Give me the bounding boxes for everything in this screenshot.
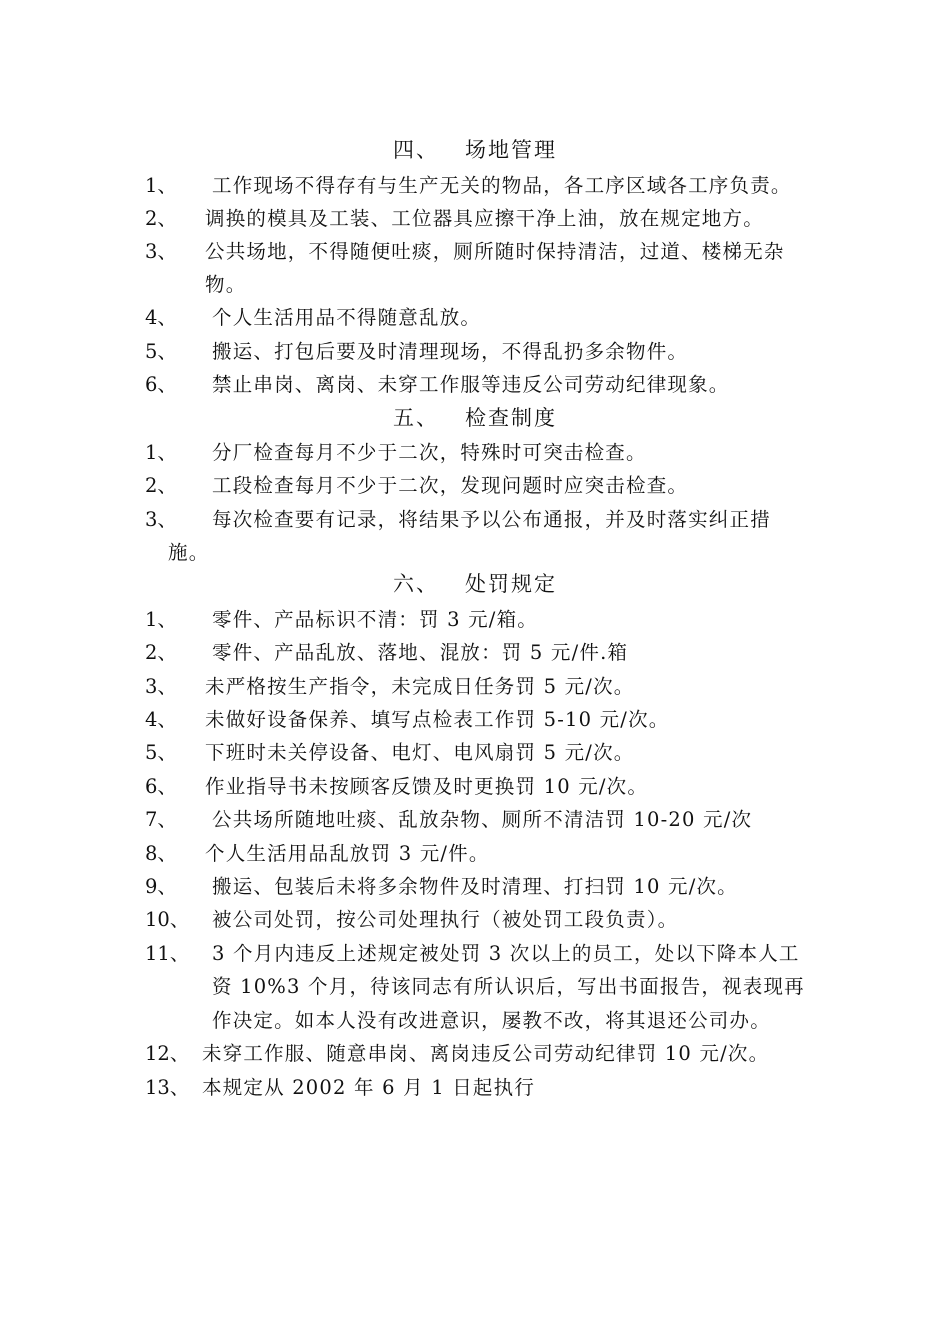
list-item-continuation xyxy=(0,1005,950,1039)
item-text: 个人生活用品乱放罚 3 元/件。 xyxy=(205,842,490,865)
item-text: 本规定从 2002 年 6 月 1 日起执行 xyxy=(202,1076,536,1099)
item-text: 每次检查要有记录，将结果予以公布通报，并及时落实纠正措 xyxy=(212,508,771,531)
list-item xyxy=(0,804,950,838)
item-text: 施。 xyxy=(168,541,210,564)
item-number: 5、 xyxy=(145,741,177,764)
section-number: 六、 xyxy=(393,572,439,596)
item-number: 5、 xyxy=(145,340,177,363)
item-text: 作业指导书未按顾客反馈及时更换罚 10 元/次。 xyxy=(205,775,649,798)
list-item xyxy=(0,470,950,504)
list-item xyxy=(0,838,950,872)
item-text: 资 10%3 个月，待该同志有所认识后，写出书面报告，视表现再 xyxy=(212,975,805,998)
section-number: 四、 xyxy=(393,138,439,162)
list-item xyxy=(0,604,950,638)
item-text: 零件、产品乱放、落地、混放：罚 5 元/件.箱 xyxy=(212,641,629,664)
list-item xyxy=(0,938,950,972)
item-number: 2、 xyxy=(145,207,177,230)
item-text: 工段检查每月不少于二次，发现问题时应突击检查。 xyxy=(212,474,689,497)
item-text: 3 个月内违反上述规定被处罚 3 次以上的员工，处以下降本人工 xyxy=(212,942,800,965)
section-title: 处罚规定 xyxy=(465,572,557,596)
list-item xyxy=(0,437,950,471)
item-text: 零件、产品标识不清：罚 3 元/箱。 xyxy=(212,608,538,631)
item-text: 调换的模具及工装、工位器具应擦干净上油，放在规定地方。 xyxy=(205,207,764,230)
section-title: 检查制度 xyxy=(465,406,557,430)
list-item xyxy=(0,236,950,270)
list-item xyxy=(0,1038,950,1072)
item-text: 未严格按生产指令，未完成日任务罚 5 元/次。 xyxy=(205,675,635,698)
section-heading-inspection-system xyxy=(0,402,950,432)
list-item xyxy=(0,704,950,738)
item-number: 3、 xyxy=(145,675,177,698)
item-number: 10、 xyxy=(145,908,190,931)
list-item xyxy=(0,637,950,671)
item-number: 6、 xyxy=(145,775,177,798)
list-item xyxy=(0,336,950,370)
item-number: 4、 xyxy=(145,306,177,329)
list-item xyxy=(0,904,950,938)
section-heading-site-management xyxy=(0,134,950,164)
item-text: 公共场所随地吐痰、乱放杂物、厕所不清洁罚 10-20 元/次 xyxy=(212,808,753,831)
item-text: 被公司处罚，按公司处理执行（被处罚工段负责）。 xyxy=(212,908,679,931)
item-number: 3、 xyxy=(145,508,177,531)
list-item xyxy=(0,1072,950,1106)
item-text: 个人生活用品不得随意乱放。 xyxy=(212,306,482,329)
item-text: 工作现场不得存有与生产无关的物品，各工序区域各工序负责。 xyxy=(212,174,792,197)
item-number: 1、 xyxy=(145,608,177,631)
list-item xyxy=(0,170,950,204)
item-text: 下班时未关停设备、电灯、电风扇罚 5 元/次。 xyxy=(205,741,635,764)
item-number: 8、 xyxy=(145,842,177,865)
list-item-continuation xyxy=(0,269,950,303)
item-number: 4、 xyxy=(145,708,177,731)
item-text: 未做好设备保养、填写点检表工作罚 5-10 元/次。 xyxy=(205,708,670,731)
list-item xyxy=(0,504,950,538)
item-number: 1、 xyxy=(145,174,177,197)
item-number: 3、 xyxy=(145,240,177,263)
list-item xyxy=(0,369,950,403)
section-title: 场地管理 xyxy=(465,138,557,162)
item-text: 未穿工作服、随意串岗、离岗违反公司劳动纪律罚 10 元/次。 xyxy=(202,1042,770,1065)
section-heading-penalty-rules xyxy=(0,568,950,598)
item-number: 6、 xyxy=(145,373,177,396)
item-text: 公共场地，不得随便吐痰，厕所随时保持清洁，过道、楼梯无杂 xyxy=(205,240,785,263)
item-number: 2、 xyxy=(145,641,177,664)
item-number: 1、 xyxy=(145,441,177,464)
list-item-continuation xyxy=(0,537,950,571)
item-text: 禁止串岗、离岗、未穿工作服等违反公司劳动纪律现象。 xyxy=(212,373,730,396)
item-number: 12、 xyxy=(145,1042,190,1065)
list-item xyxy=(0,671,950,705)
list-item xyxy=(0,737,950,771)
list-item-continuation xyxy=(0,971,950,1005)
item-text: 搬运、包装后未将多余物件及时清理、打扫罚 10 元/次。 xyxy=(212,875,738,898)
item-number: 13、 xyxy=(145,1076,190,1099)
item-number: 9、 xyxy=(145,875,177,898)
list-item xyxy=(0,871,950,905)
list-item xyxy=(0,203,950,237)
list-item xyxy=(0,302,950,336)
item-number: 2、 xyxy=(145,474,177,497)
item-text: 作决定。如本人没有改进意识，屡教不改，将其退还公司办。 xyxy=(212,1009,771,1032)
list-item xyxy=(0,771,950,805)
item-text: 搬运、打包后要及时清理现场，不得乱扔多余物件。 xyxy=(212,340,689,363)
section-number: 五、 xyxy=(393,406,439,430)
item-text: 物。 xyxy=(205,273,247,296)
item-number: 7、 xyxy=(145,808,177,831)
item-text: 分厂检查每月不少于二次，特殊时可突击检查。 xyxy=(212,441,647,464)
item-number: 11、 xyxy=(145,942,190,965)
